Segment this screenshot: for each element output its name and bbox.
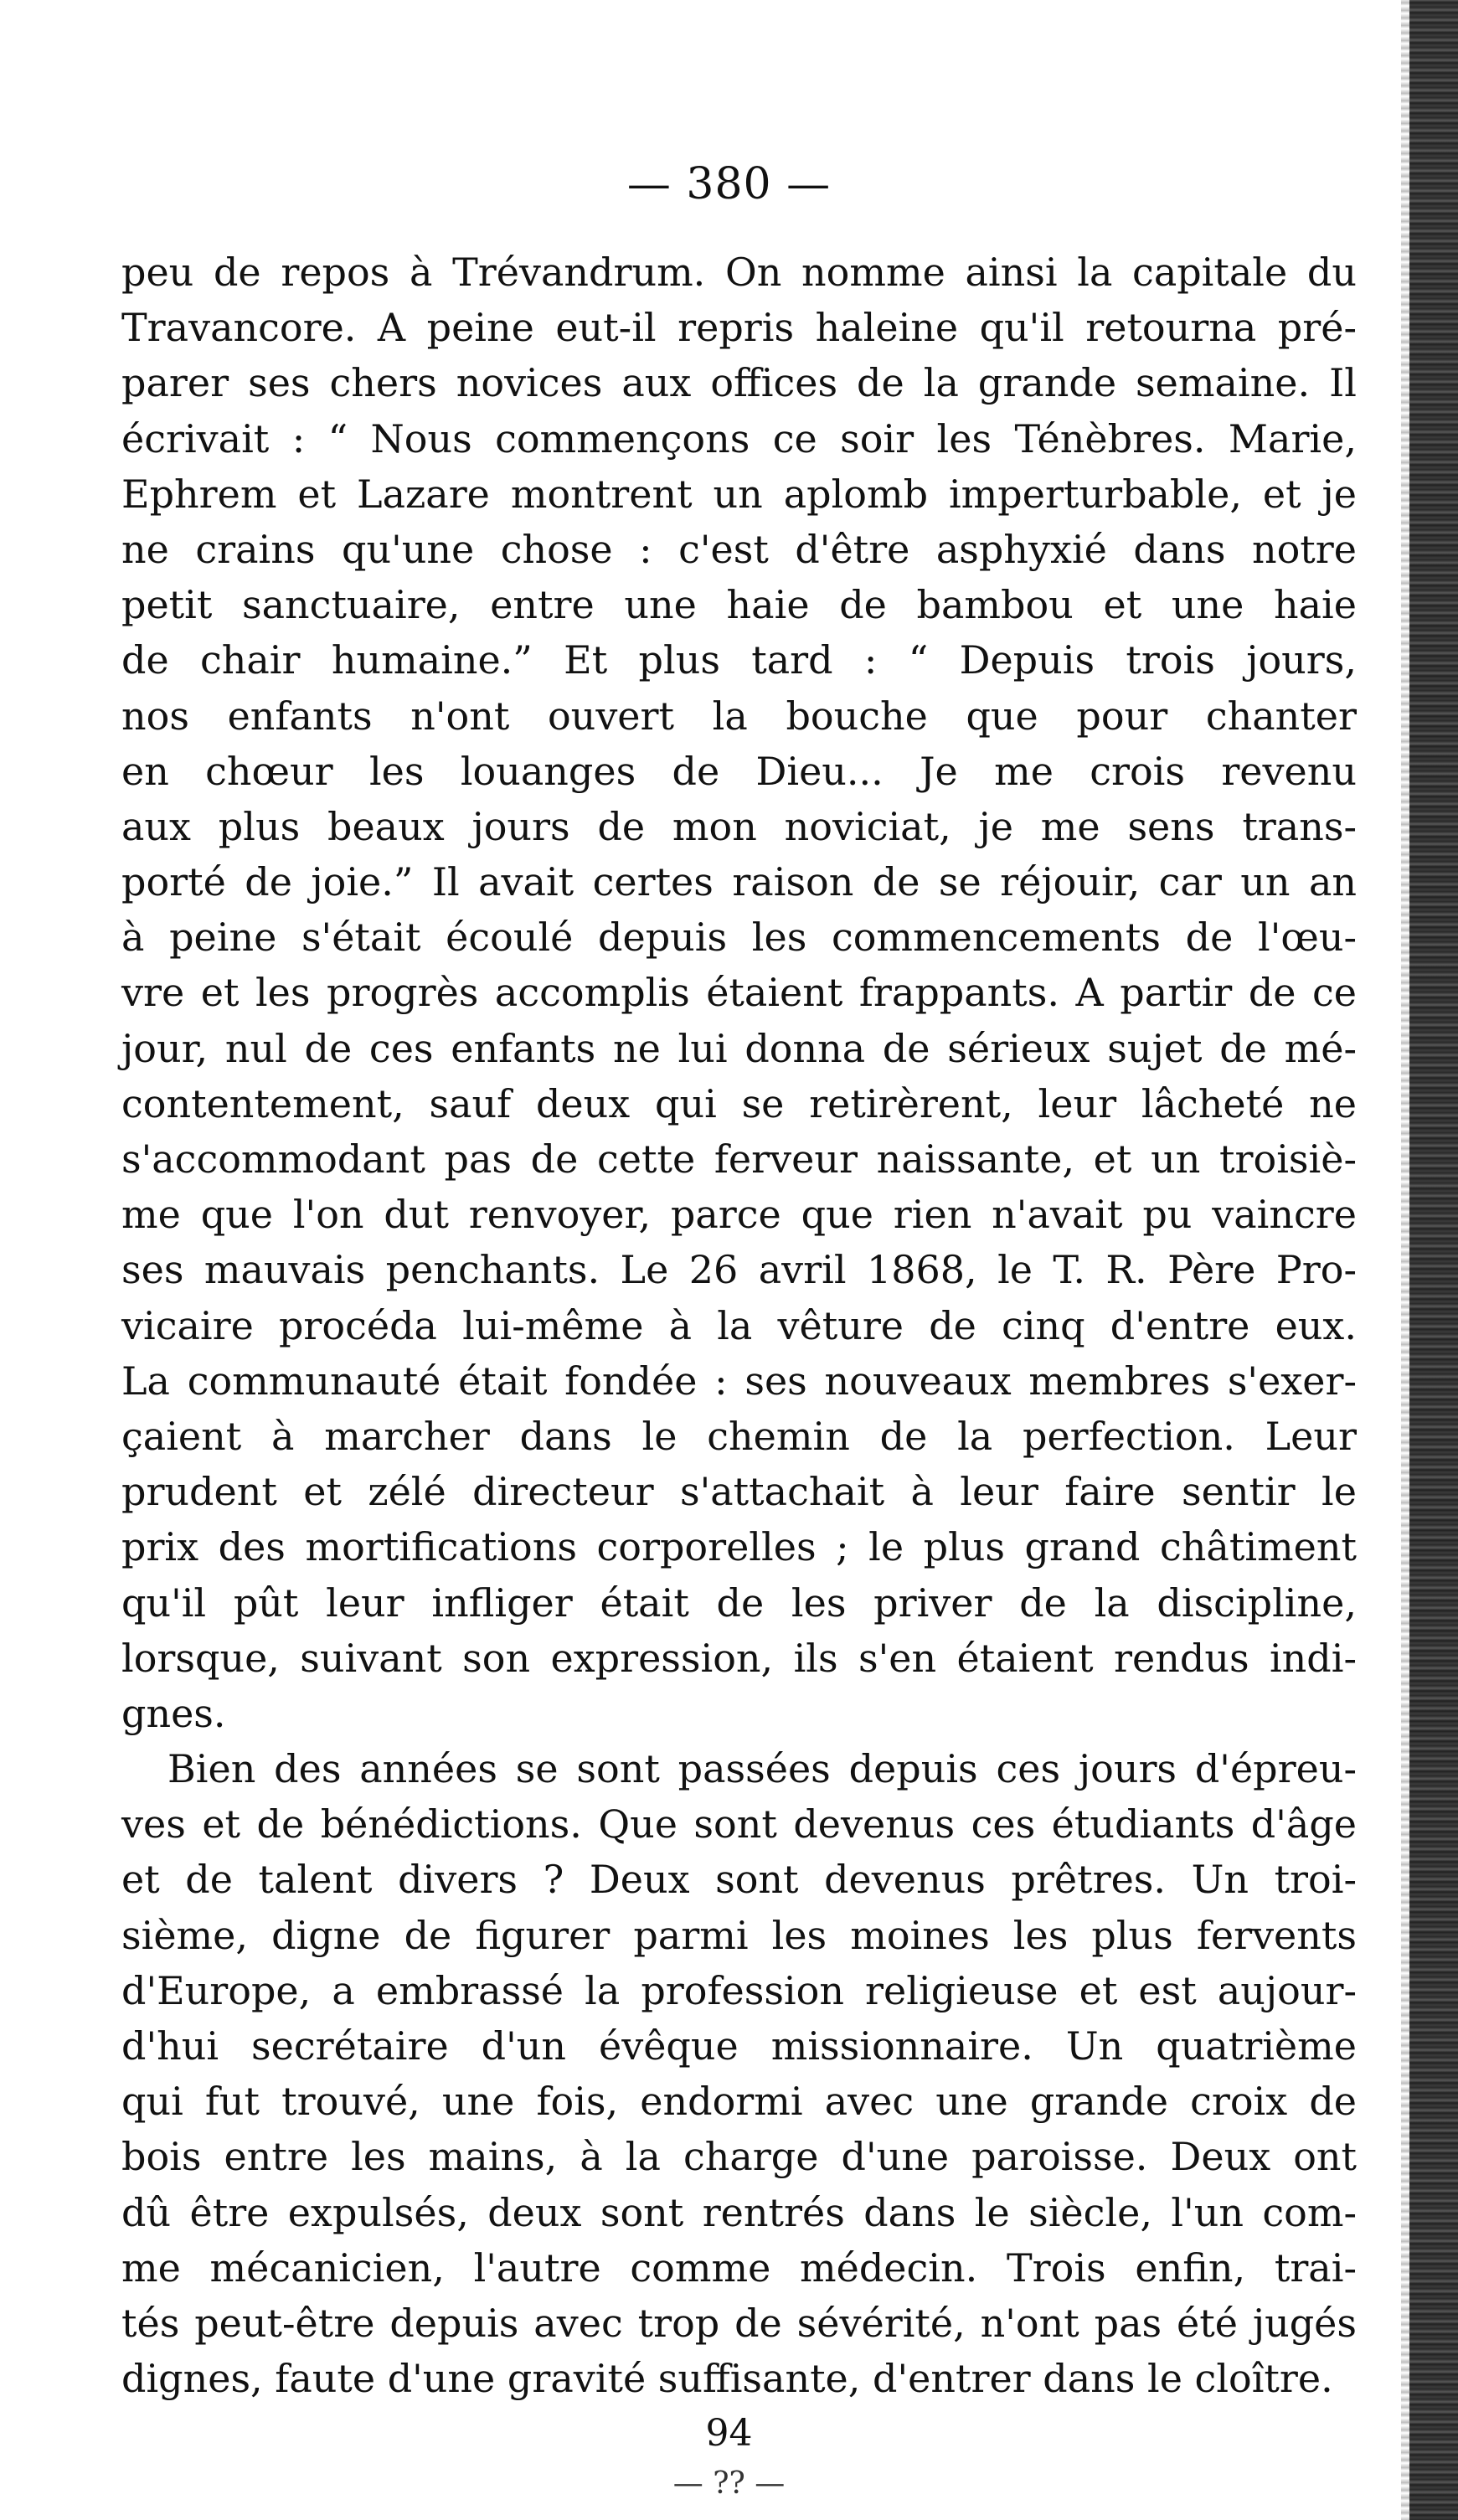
page-number: — 380 — [626,159,832,209]
text-line-2: Travancore. A peine eut-il repris haleine qu'il retourna pré- [121,305,1357,351]
text-line-23: prudent et zélé directeur s'attachait à leur faire sentir le [121,1469,1357,1515]
text-line-8: de chair humaine.” Et plus tard : “ Depuis trois jours, [121,637,1357,683]
text-line-34: qui fut trouvé, une fois, endormi avec une grande croix de [121,2079,1357,2125]
bottom-mark: — ?? — [672,2466,786,2501]
text-line-36: dû être expulsés, deux sont rentrés dans le siècle, l'un com- [121,2189,1357,2235]
text-line-10: en chœur les louanges de Dieu... Je me crois revenu [121,748,1357,794]
text-line-9: nos enfants n'ont ouvert la bouche que pour chanter [121,693,1357,739]
text-line-22: çaient à marcher dans le chemin de la perfection. Leur [121,1413,1357,1459]
text-line-38: tés peut-être depuis avec trop de sévérité, n'ont pas été jugés [121,2300,1357,2346]
text-line-1: peu de repos à Trévandrum. On nomme ainsi la capitale du [121,250,1357,295]
text-line-13: à peine s'était écoulé depuis les commencements de l'œu- [121,915,1357,961]
page-edge-shadow [1409,0,1458,2520]
text-line-27: gnes. [121,1690,226,1736]
text-line-25: qu'il pût leur infliger était de les priver de la discipline, [121,1580,1357,1626]
body-text [121,245,1357,2406]
text-line-20: vicaire procéda lui-même à la vêture de cinq d'entre eux. [121,1302,1357,1348]
text-line-37: me mécanicien, l'autre comme médecin. Trois enfin, trai- [121,2244,1357,2291]
text-line-4: écrivait : “ Nous commençons ce soir les Ténèbres. Marie, [121,415,1357,461]
text-line-28: Bien des années se sont passées depuis ces jours d'épreu- [167,1746,1357,1792]
text-line-17: s'accommodant pas de cette ferveur naissante, et un troisiè- [121,1136,1357,1182]
text-line-35: bois entre les mains, à la charge d'une paroisse. Deux ont [121,2134,1357,2180]
text-line-16: contentement, sauf deux qui se retirèrent, leur lâcheté ne [121,1080,1357,1126]
text-line-15: jour, nul de ces enfants ne lui donna de sérieux sujet de mé- [121,1025,1357,1071]
text-line-19: ses mauvais penchants. Le 26 avril 1868, le T. R. Père Pro- [121,1247,1357,1293]
text-line-30: et de talent divers ? Deux sont devenus prêtres. Un troi- [121,1857,1357,1903]
text-line-11: aux plus beaux jours de mon noviciat, je me sens trans- [121,803,1357,849]
text-line-18: me que l'on dut renvoyer, parce que rien n'avait pu vaincre [121,1192,1357,1238]
text-line-24: prix des mortifications corporelles ; le plus grand châtiment [121,1524,1357,1570]
text-line-12: porté de joie.” Il avait certes raison de se réjouir, car un an [121,859,1357,905]
text-line-39: dignes, faute d'une gravité suffisante, d'entrer dans le cloître. [121,2356,1333,2402]
text-line-5: Ephrem et Lazare montrent un aplomb imperturbable, et je [121,471,1357,517]
text-line-21: La communauté était fondée : ses nouveaux membres s'exer- [121,1358,1357,1404]
text-line-31: sième, digne de figurer parmi les moines les plus fervents [121,1912,1357,1958]
text-line-7: petit sanctuaire, entre une haie de bambou et une haie [121,582,1357,628]
text-line-6: ne crains qu'une chose : c'est d'être asphyxié dans notre [121,526,1357,572]
text-line-3: parer ses chers novices aux offices de la grande semaine. Il [121,360,1357,406]
text-line-26: lorsque, suivant son expression, ils s'en étaient rendus indi- [121,1635,1357,1681]
text-line-29: ves et de bénédictions. Que sont devenus ces étudiants d'âge [121,1801,1357,1847]
printer-signature: 94 [705,2412,753,2455]
text-line-14: vre et les progrès accomplis étaient frappants. A partir de ce [121,970,1357,1016]
text-line-32: d'Europe, a embrassé la profession religieuse et est aujour- [121,1967,1357,2013]
text-line-33: d'hui secrétaire d'un évêque missionnaire. Un quatrième [121,2023,1357,2069]
